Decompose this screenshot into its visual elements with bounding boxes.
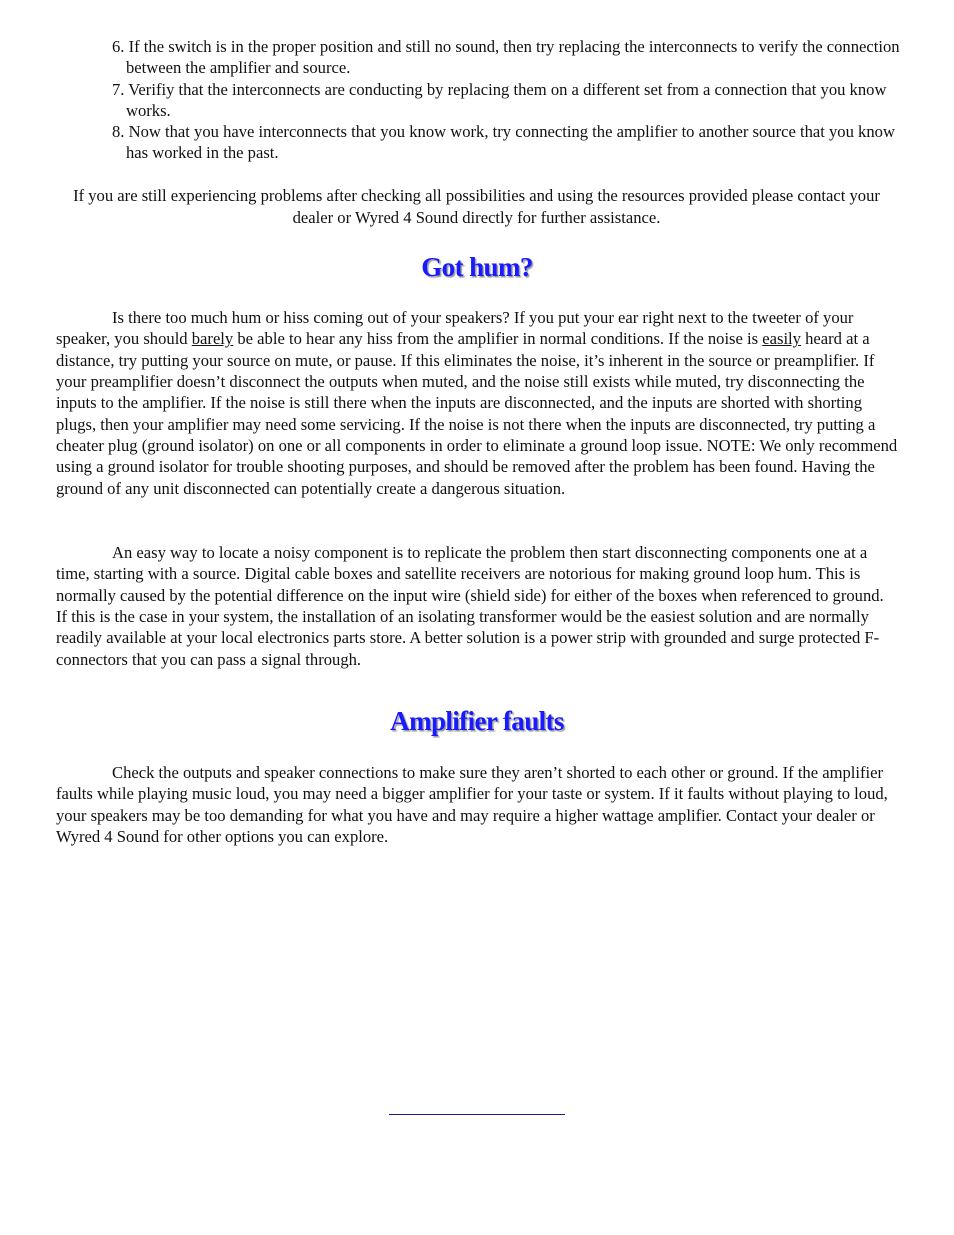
paragraph-text: heard at a distance, try putting your source on mute, or pause. If this eliminates the noise, it’s inherent in the source or preamplifier. If your preamplifier doesn’t disconnect the outputs when muted, and the noise still exists while muted, try disconnecting the inputs to the amplifier. If the noise is still there when the inputs are disconnected, and the inputs are shorted with shorting plugs, then your amplifier may need some servicing. If the noise is not there when the inputs are disconnected, try putting a cheater plug (ground isolator) on one or all components in order to eliminate a ground loop issue. NOTE: We only recommend using a ground isolator for trouble shooting purposes, and should be removed after the problem has been found. Having the ground of any unit disconnected can potentially create a dangerous situation.: [56, 329, 898, 498]
amplifier-faults-heading: Amplifier faults: [390, 706, 564, 736]
list-item: 6. If the switch is in the proper position and still no sound, then try replacing the interconnects to verify the connection between the amplifier and source.: [112, 37, 900, 78]
emphasis-easily: easily: [762, 329, 801, 349]
emphasis-barely: barely: [191, 329, 234, 349]
list-item: 7. Verifiy that the interconnects are conducting by replacing them on a different set from a connection that you know works.: [112, 79, 887, 120]
footnote-separator-line: [389, 1114, 565, 1115]
got-hum-heading: Got hum?: [421, 252, 533, 282]
got-hum-paragraph-1: [56, 307, 898, 499]
got-hum-paragraph-2: An easy way to locate a noisy component is to replicate the problem then start disconnecting components one at a time, starting with a source. Digital cable boxes and satellite receivers are notorious for making ground loop hum. This is normally caused by the potential difference on the input wire (shield side) for either of the boxes when referenced to ground. If this is the case in your system, the installation of an isolating transformer would be the easiest solution and are normally readily available at your local electronics parts store. A better solution is a power strip with grounded and surge protected F-connectors that you can pass a signal through.: [56, 543, 884, 669]
paragraph-text: be able to hear any hiss from the amplifier in normal conditions. If the noise is: [233, 329, 763, 349]
contact-dealer-note: If you are still experiencing problems after checking all possibilities and using the resources provided please contact your dealer or Wyred 4 Sound directly for further assistance.: [73, 186, 880, 227]
troubleshooting-steps-list: [112, 36, 902, 164]
paragraph-text: Is there too much hum or hiss coming out of your speakers? If you put your ear right next to the tweeter of your speaker, you should: [56, 308, 854, 349]
list-item: 8. Now that you have interconnects that you know work, try connecting the amplifier to another source that you know has worked in the past.: [112, 122, 895, 163]
amplifier-faults-paragraph: Check the outputs and speaker connections to make sure they aren’t shorted to each other or ground. If the amplifier faults while playing music loud, you may need a bigger amplifier for your taste or system. If it faults without playing to loud, your speakers may be too demanding for what you have and may require a higher wattage amplifier. Contact your dealer or Wyred 4 Sound for other options you can explore.: [56, 763, 888, 847]
